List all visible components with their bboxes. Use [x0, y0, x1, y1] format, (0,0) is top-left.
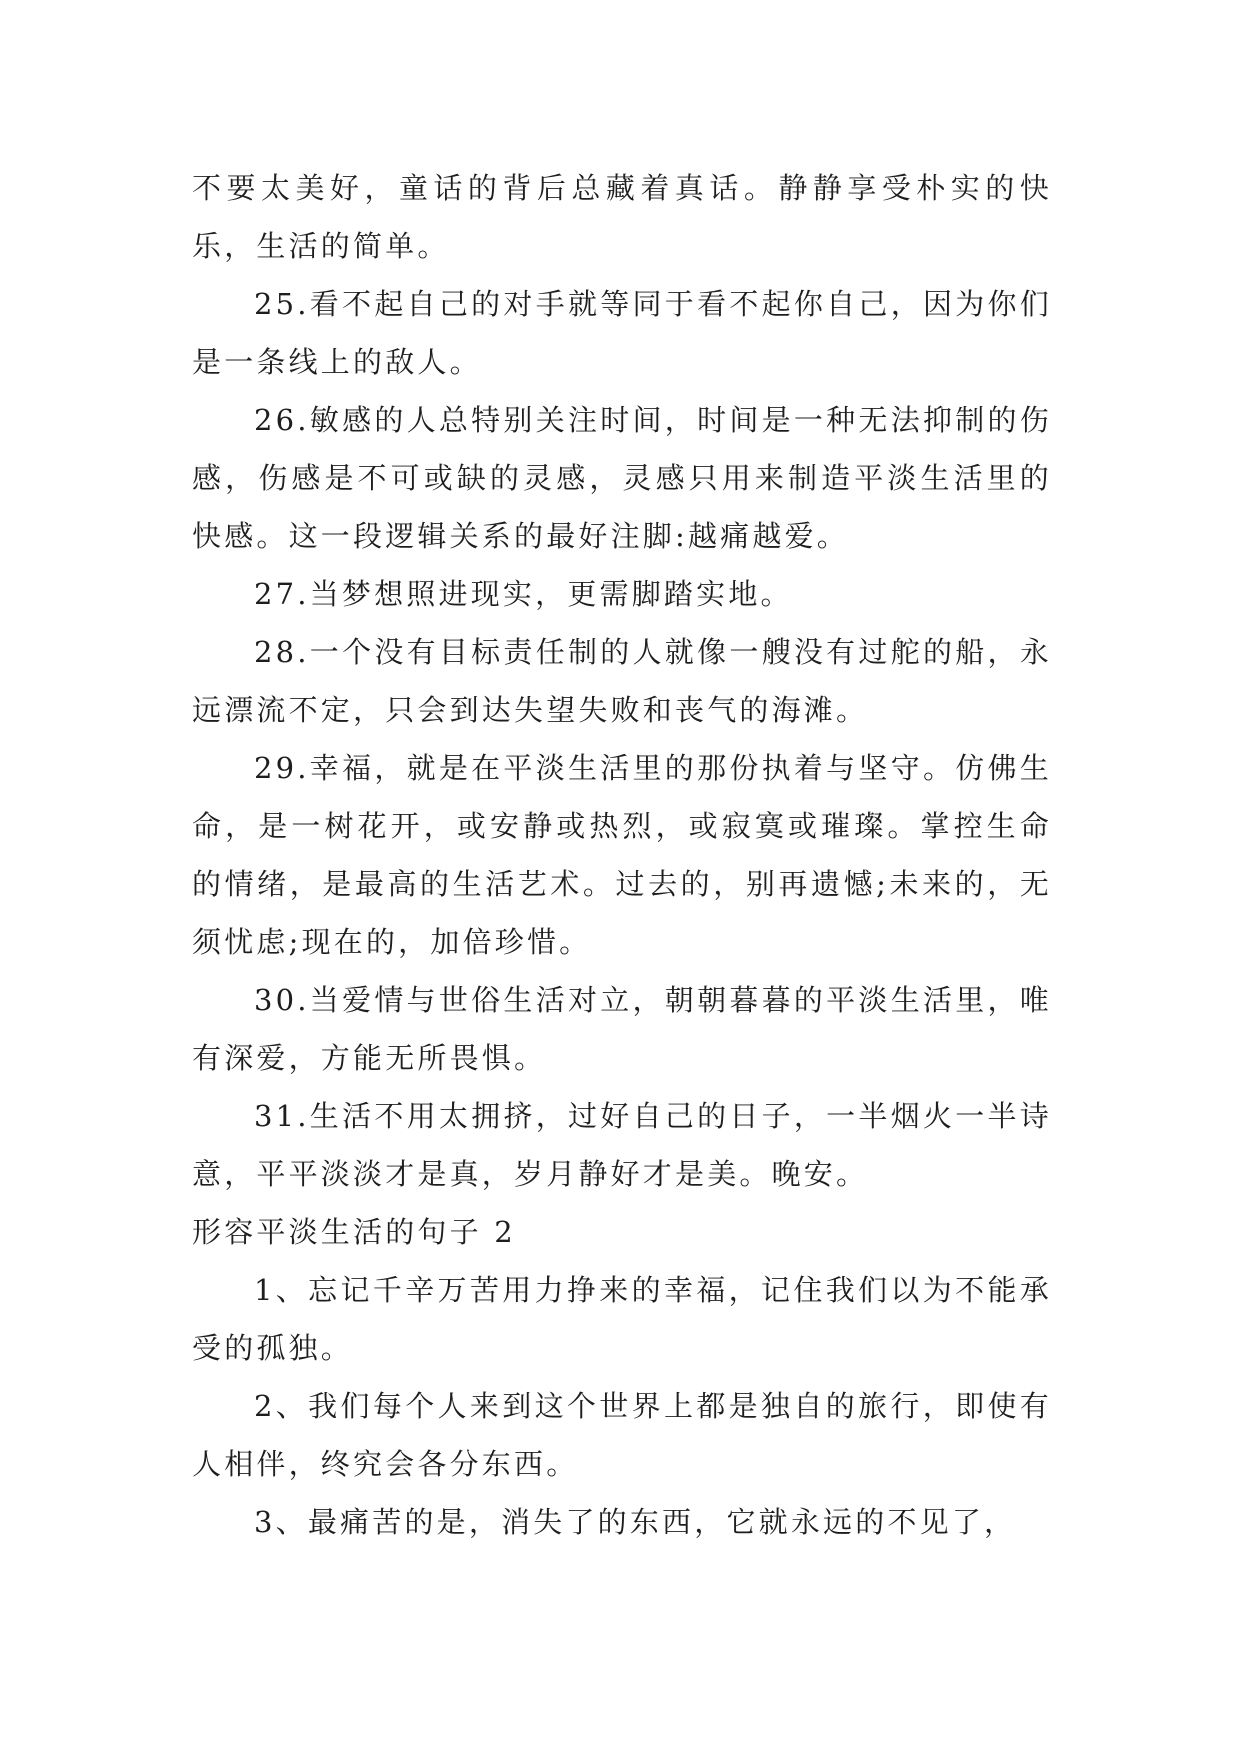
list-item-28: 28.一个没有目标责任制的人就像一艘没有过舵的船，永远漂流不定，只会到达失望失败和丧气的海滩。: [192, 635, 1052, 727]
list-item-30: 30.当爱情与世俗生活对立，朝朝暮暮的平淡生活里，唯有深爱，方能无所畏惧。: [192, 983, 1052, 1075]
list-item-25: 25.看不起自己的对手就等同于看不起你自己，因为你们是一条线上的敌人。: [192, 287, 1052, 379]
paragraph-continuation: 不要太美好，童话的背后总藏着真话。静静享受朴实的快乐，生活的简单。: [192, 171, 1052, 263]
list-item-26: 26.敏感的人总特别关注时间，时间是一种无法抑制的伤感，伤感是不可或缺的灵感，灵感只用来制造平淡生活里的快感。这一段逻辑关系的最好注脚:越痛越爱。: [192, 403, 1052, 553]
section-heading: 形容平淡生活的句子 2: [192, 1215, 516, 1249]
list-item-29: 29.幸福，就是在平淡生活里的那份执着与坚守。仿佛生命，是一树花开，或安静或热烈，或寂寞或璀璨。掌控生命的情绪，是最高的生活艺术。过去的，别再遗憾;未来的，无须忧虑;现在的，加倍珍惜。: [192, 751, 1052, 959]
list-item-1: 1、忘记千辛万苦用力挣来的幸福，记住我们以为不能承受的孤独。: [192, 1273, 1052, 1365]
document-body: [192, 159, 1052, 1551]
list-item-3: 3、最痛苦的是，消失了的东西，它就永远的不见了，: [254, 1505, 1017, 1539]
list-item-27: 27.当梦想照进现实，更需脚踏实地。: [254, 577, 793, 611]
list-item-2: 2、我们每个人来到这个世界上都是独自的旅行，即使有人相伴，终究会各分东西。: [192, 1389, 1052, 1481]
list-item-31: 31.生活不用太拥挤，过好自己的日子，一半烟火一半诗意，平平淡淡才是真，岁月静好才是美。晚安。: [192, 1099, 1052, 1191]
